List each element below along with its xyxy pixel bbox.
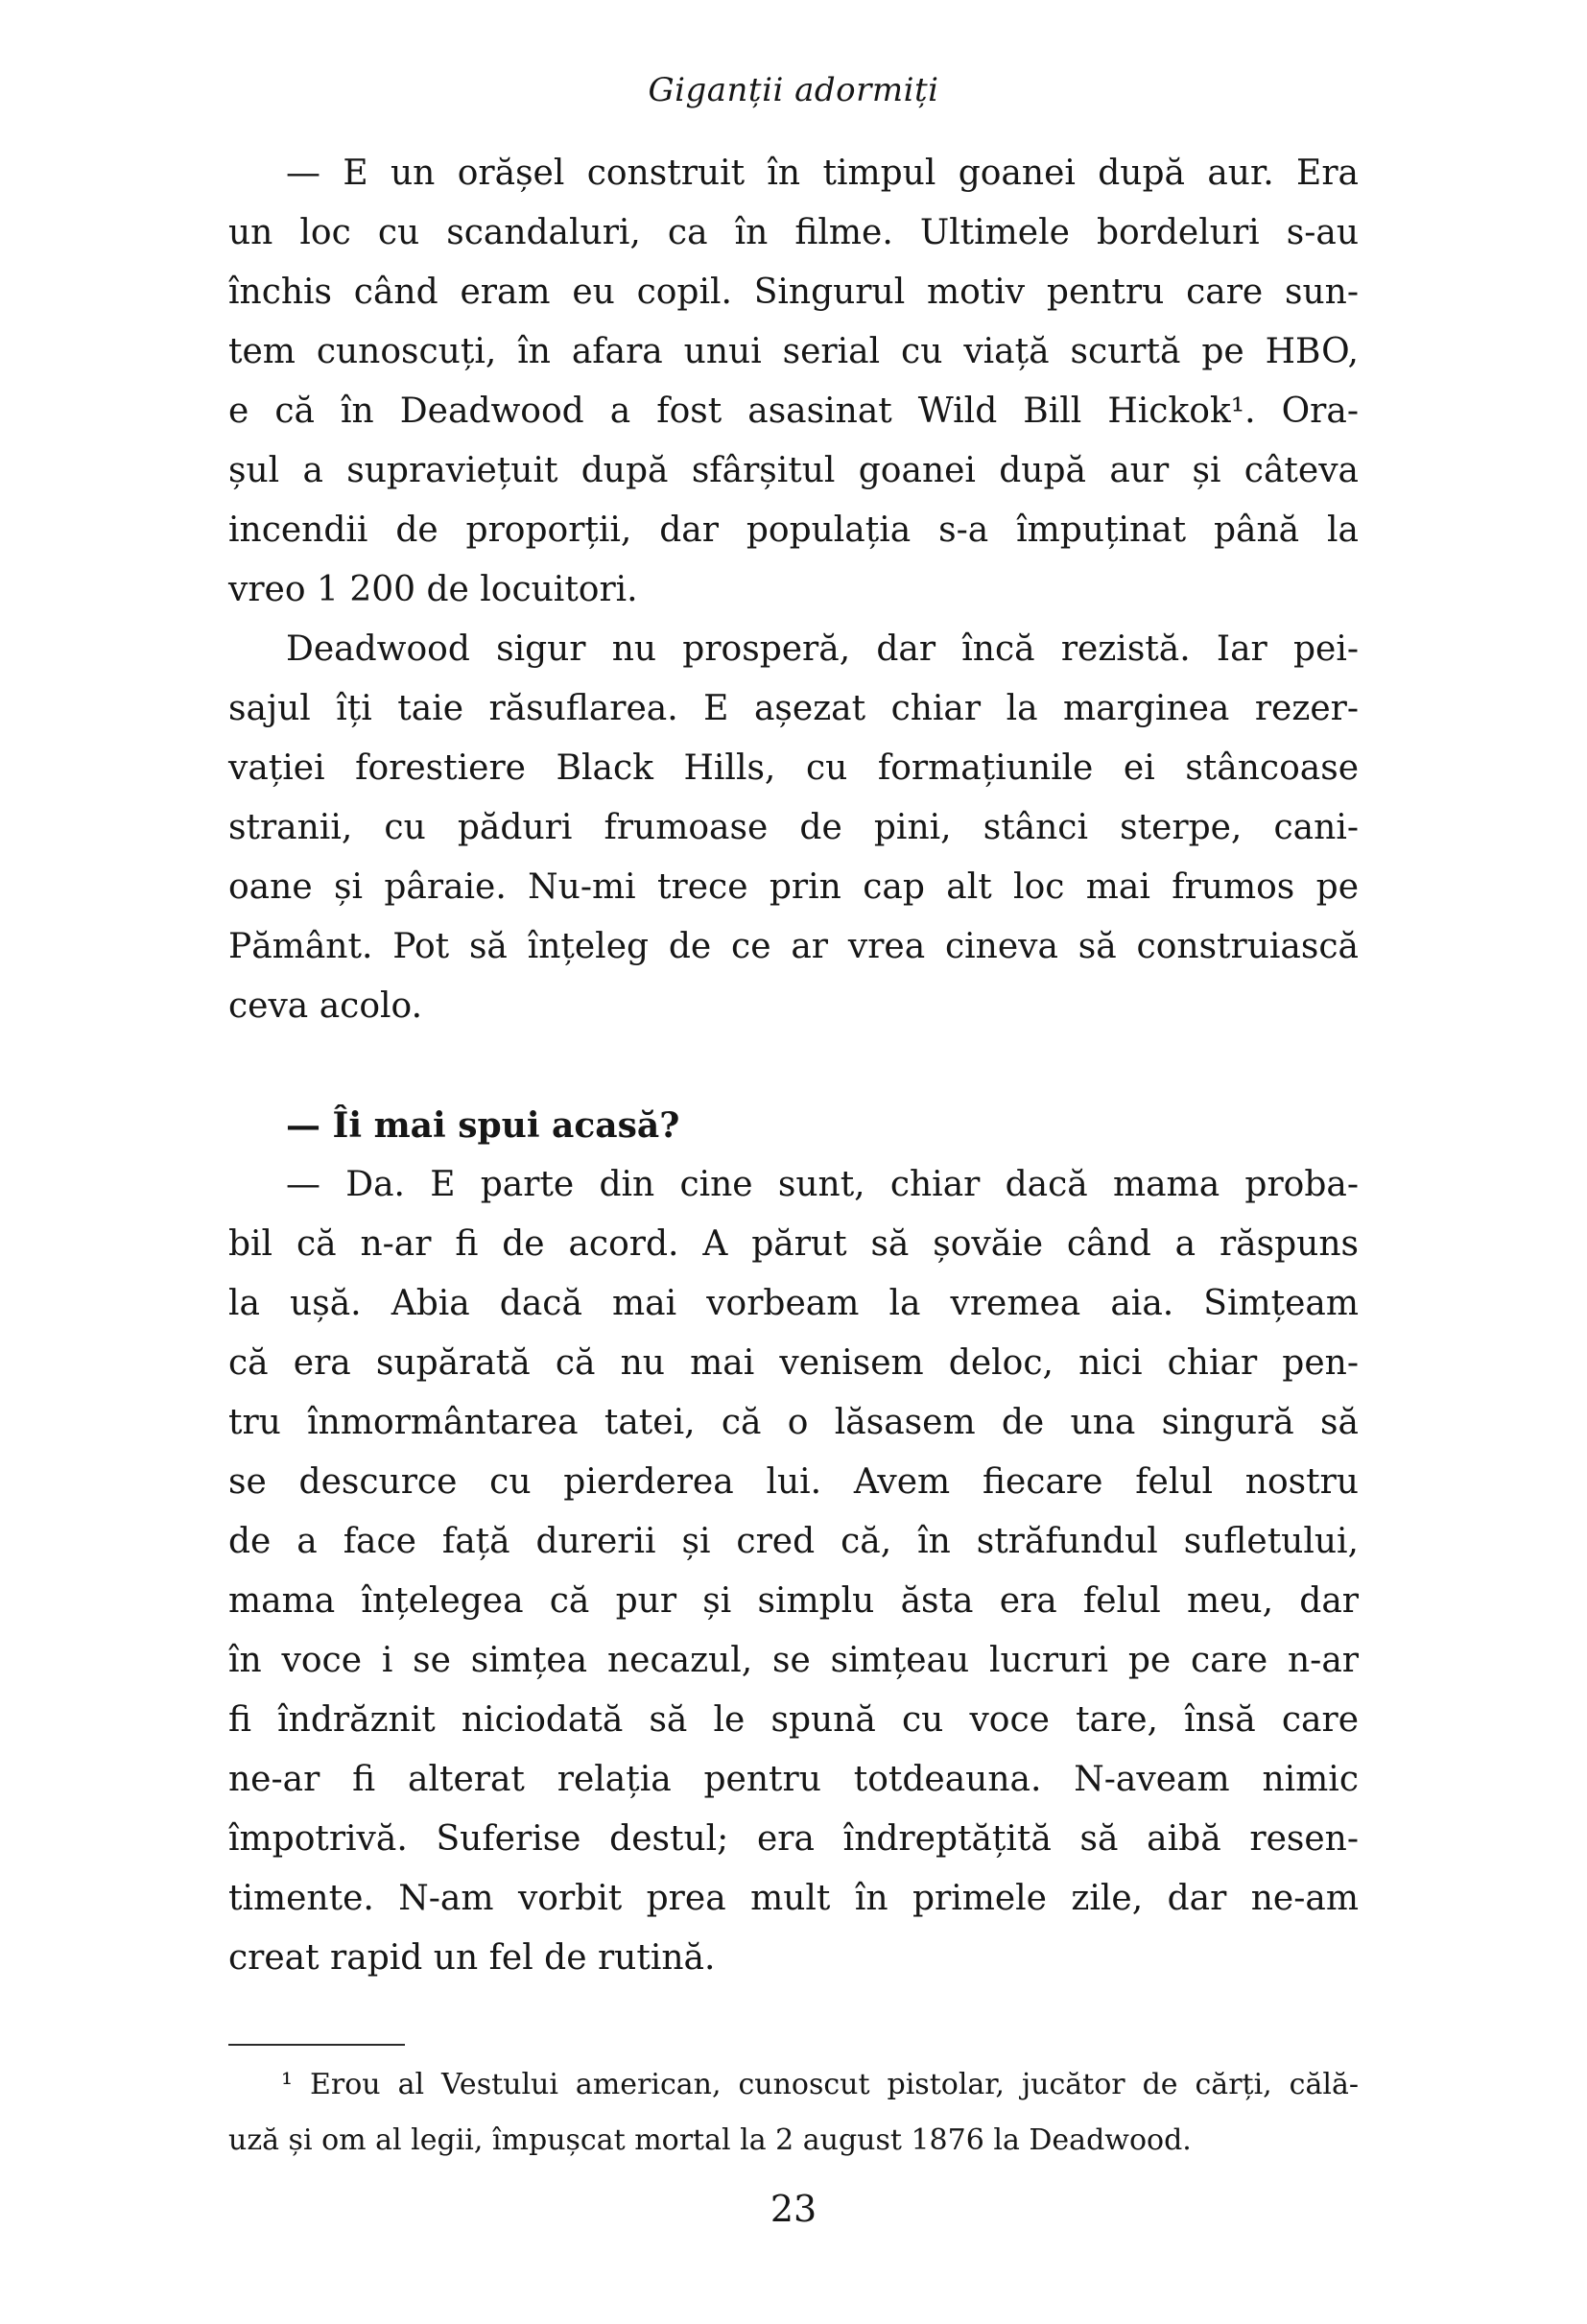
text-line: un loc cu scandaluri, ca în filme. Ultimele bordeluri s-au [228, 213, 1359, 252]
paragraph [228, 1096, 1359, 1155]
text-line: — Da. E parte din cine sunt, chiar dacă mama proba- [286, 1165, 1359, 1204]
text-line: bil că n-ar fi de acord. A părut să șovăie când a răspuns [228, 1224, 1359, 1264]
text-line: șul a supraviețuit după sfârșitul goanei după aur și câteva [228, 451, 1359, 490]
text-line: vației forestiere Black Hills, cu formațiunile ei stâncoase [228, 748, 1359, 788]
text-line: ceva acolo. [228, 986, 423, 1026]
paragraph [228, 144, 1359, 620]
body-text [228, 144, 1359, 1988]
text-line: incendii de proporții, dar populația s-a împuținat până la [228, 510, 1359, 550]
text-line: tru înmormântarea tatei, că o lăsasem de una singură să [228, 1403, 1359, 1442]
text-line: în voce i se simțea necazul, se simțeau lucruri pe care n-ar [228, 1641, 1359, 1680]
text-line: — Îi mai spui acasă? [286, 1105, 680, 1146]
text-line: ne-ar fi alterat relația pentru totdeauna. N-aveam nimic [228, 1760, 1359, 1799]
text-line: uză și om al legii, împușcat mortal la 2 august 1876 la Deadwood. [228, 2123, 1192, 2157]
paragraph [228, 620, 1359, 1036]
footnote [228, 2057, 1359, 2169]
text-line: închis când eram eu copil. Singurul motiv pentru care sun- [228, 273, 1359, 312]
text-line: mama înțelegea că pur și simplu ăsta era felul meu, dar [228, 1581, 1359, 1621]
text-line: de a face față durerii și cred că, în străfundul sufletului, [228, 1522, 1359, 1561]
text-line: fi îndrăznit niciodată să le spună cu voce tare, însă care [228, 1700, 1359, 1740]
text-line: Deadwood sigur nu prosperă, dar încă rezistă. Iar pei- [286, 629, 1359, 669]
paragraph [228, 1155, 1359, 1988]
text-line: oane și pâraie. Nu-mi trece prin cap alt loc mai frumos pe [228, 867, 1359, 907]
text-block [228, 144, 1359, 2169]
text-line: vreo 1 200 de locuitori. [228, 570, 638, 609]
text-line: că era supărată că nu mai venisem deloc, nici chiar pen- [228, 1343, 1359, 1383]
text-line: împotrivă. Suferise destul; era îndreptățită să aibă resen- [228, 1819, 1359, 1859]
text-line: la ușă. Abia dacă mai vorbeam la vremea aia. Simțeam [228, 1284, 1359, 1323]
text-line: Pământ. Pot să înțeleg de ce ar vrea cineva să construiască [228, 927, 1359, 966]
text-line: stranii, cu păduri frumoase de pini, stânci sterpe, cani- [228, 808, 1359, 847]
text-line: e că în Deadwood a fost asasinat Wild Bill Hickok¹. Ora- [228, 391, 1359, 431]
running-head: Giganții adormiți [648, 71, 939, 109]
text-line: sajul îți taie răsuflarea. E așezat chiar la marginea rezer- [228, 689, 1359, 728]
text-line: tem cunoscuți, în afara unui serial cu viață scurtă pe HBO, [228, 332, 1359, 371]
footnote-rule [228, 2044, 405, 2046]
text-line: — E un orășel construit în timpul goanei după aur. Era [286, 154, 1359, 193]
text-line: se descurce cu pierderea lui. Avem fiecare felul nostru [228, 1462, 1359, 1502]
text-line: timente. N-am vorbit prea mult în primele zile, dar ne-am [228, 1879, 1359, 1918]
text-line: creat rapid un fel de rutină. [228, 1938, 716, 1978]
text-line: ¹ Erou al Vestului american, cunoscut pistolar, jucător de cărți, călă- [281, 2068, 1359, 2101]
page-number: 23 [770, 2188, 817, 2230]
